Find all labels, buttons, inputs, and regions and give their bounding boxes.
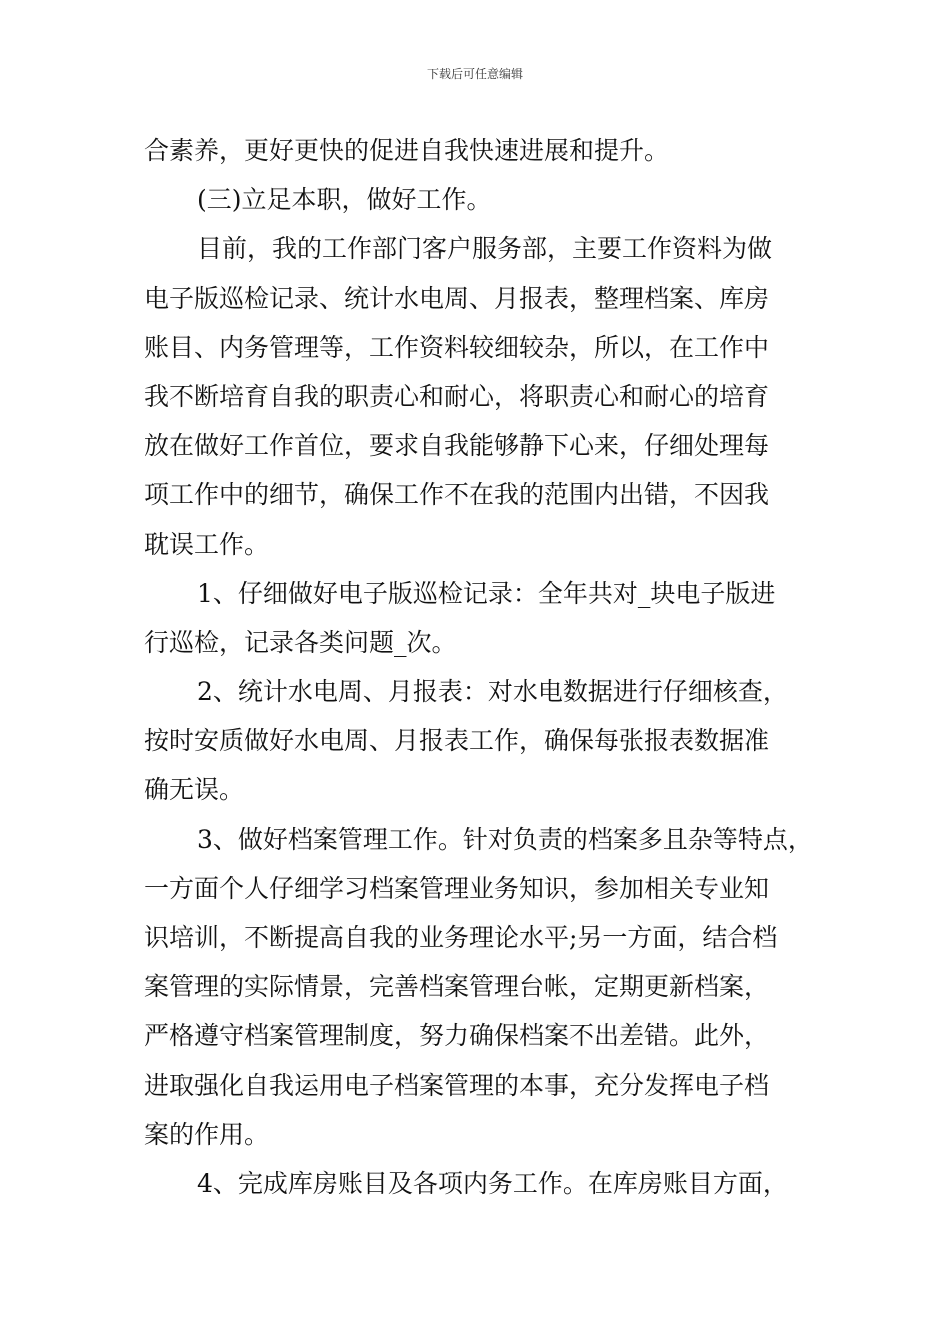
text-line: 确无误。 <box>144 775 245 805</box>
text-line: 项工作中的细节，确保工作不在我的范围内出错，不因我 <box>144 480 770 510</box>
text-line: 进取强化自我运用电子档案管理的本事，充分发挥电子档 <box>144 1070 770 1100</box>
text-line: 识培训，不断提高自我的业务理论水平;另一方面，结合档 <box>144 923 778 952</box>
text-line: 一方面个人仔细学习档案管理业务知识，参加相关专业知 <box>144 873 770 903</box>
document-body <box>144 126 816 1208</box>
text-line: 2、统计水电周、月报表：对水电数据进行仔细核查， <box>197 677 788 707</box>
text-line: 电子版巡检记录、统计水电周、月报表，整理档案、库房 <box>144 283 770 313</box>
text-line: (三)立足本职，做好工作。 <box>197 185 492 215</box>
text-line: 耽误工作。 <box>144 529 270 559</box>
text-line: 案管理的实际情景，完善档案管理台帐，定期更新档案， <box>144 972 770 1002</box>
text-line: 案的作用。 <box>144 1119 270 1149</box>
text-line: 严格遵守档案管理制度，努力确保档案不出差错。此外， <box>144 1021 770 1051</box>
text-line: 合素养，更好更快的促进自我快速进展和提升。 <box>144 136 670 165</box>
text-line: 账目、内务管理等，工作资料较细较杂，所以，在工作中 <box>144 332 770 362</box>
text-line: 1、仔细做好电子版巡检记录：全年共对_块电子版进 <box>197 578 776 608</box>
text-line: 按时安质做好水电周、月报表工作，确保每张报表数据准 <box>144 726 770 756</box>
text-line: 3、做好档案管理工作。针对负责的档案多且杂等特点， <box>197 824 813 854</box>
text-line: 4、完成库房账目及各项内务工作。在库房账目方面， <box>197 1168 788 1198</box>
text-line: 行巡检，记录各类问题_次。 <box>144 627 457 657</box>
text-line: 放在做好工作首位，要求自我能够静下心来，仔细处理每 <box>144 431 770 461</box>
text-line: 目前，我的工作部门客户服务部，主要工作资料为做 <box>197 234 773 264</box>
text-line: 我不断培育自我的职责心和耐心，将职责心和耐心的培育 <box>144 381 770 411</box>
page-header: 下载后可任意编辑 <box>426 67 523 81</box>
